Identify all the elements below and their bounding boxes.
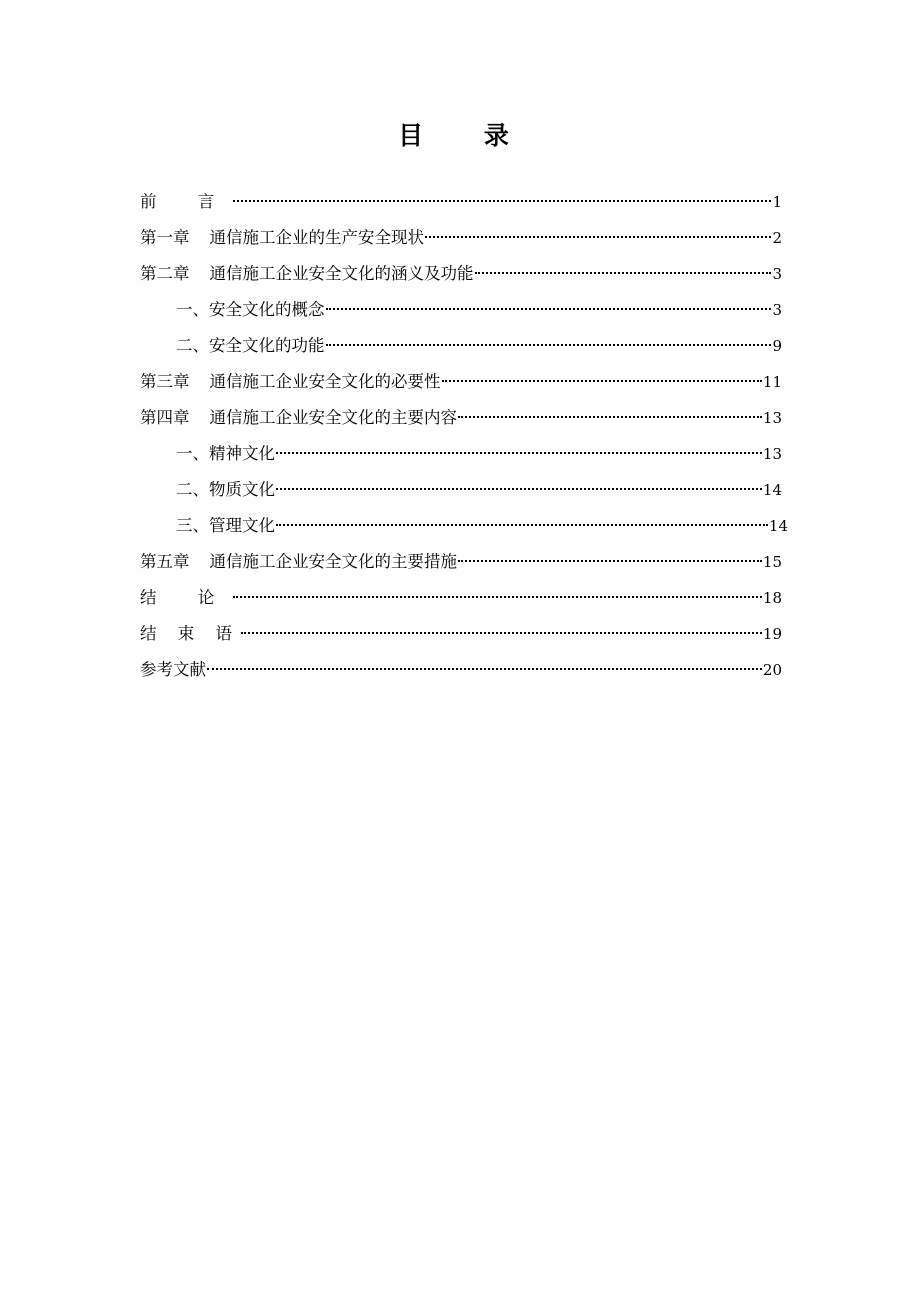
toc-entry-section-2-1[interactable] (140, 292, 782, 328)
toc-entry-chapter-2[interactable] (140, 256, 782, 292)
toc-entry-label (176, 328, 325, 364)
toc-leader-dots (207, 668, 762, 670)
toc-page-number: 3 (772, 265, 782, 283)
toc-leader-dots (326, 308, 772, 310)
toc-entry-chapter: 第一章 (140, 228, 190, 247)
toc-entry-label (176, 508, 275, 544)
toc-leader-dots (475, 272, 772, 274)
toc-entry-section-4-2[interactable] (140, 472, 782, 508)
toc-entry-chapter: 结 束 语 (140, 624, 240, 643)
toc-page-number: 11 (762, 373, 782, 391)
toc-leader-dots (276, 488, 762, 490)
toc-entry-text: 通信施工企业的生产安全现状 (209, 228, 424, 247)
table-of-contents (140, 184, 788, 688)
toc-leader-dots (276, 452, 762, 454)
toc-page-number: 13 (762, 409, 782, 427)
toc-entry-chapter-5[interactable] (140, 544, 782, 580)
toc-entry-label (176, 472, 275, 508)
toc-page-number: 18 (762, 589, 782, 607)
toc-leader-dots (276, 524, 768, 526)
toc-entry-chapter: 第四章 (140, 408, 190, 427)
toc-title: 目 录 (398, 121, 535, 150)
toc-entry-text: 三、管理文化 (176, 516, 275, 535)
toc-page-number: 3 (772, 301, 782, 319)
toc-entry-label (176, 292, 325, 328)
toc-page-number: 14 (762, 481, 782, 499)
toc-leader-dots (326, 344, 772, 346)
toc-entry-text: 一、精神文化 (176, 444, 275, 463)
toc-entry-preface[interactable] (140, 184, 782, 220)
toc-entry-chapter: 第三章 (140, 372, 190, 391)
toc-entry-text: 二、物质文化 (176, 480, 275, 499)
toc-page-number: 20 (762, 661, 782, 679)
toc-entry-label (140, 220, 424, 256)
toc-entry-section-4-1[interactable] (140, 436, 782, 472)
toc-entry-label (140, 580, 232, 616)
toc-entry-label (140, 544, 457, 580)
toc-entry-text: 二、安全文化的功能 (176, 336, 325, 355)
toc-entry-label (140, 184, 232, 220)
toc-entry-chapter: 结 论 (140, 588, 233, 607)
toc-entry-text: 通信施工企业安全文化的主要内容 (209, 408, 457, 427)
toc-leader-dots (233, 200, 771, 202)
toc-entry-label (140, 616, 240, 652)
toc-leader-dots (241, 632, 762, 634)
toc-entry-chapter: 第五章 (140, 552, 190, 571)
toc-leader-dots (458, 560, 762, 562)
toc-leader-dots (458, 416, 762, 418)
toc-entry-section-4-3[interactable] (140, 508, 788, 544)
toc-entry-text: 一、安全文化的概念 (176, 300, 325, 319)
toc-entry-conclusion[interactable] (140, 580, 782, 616)
toc-entry-label (140, 400, 457, 436)
toc-entry-text: 通信施工企业安全文化的涵义及功能 (209, 264, 474, 283)
toc-entry-chapter: 参考文献 (140, 660, 206, 679)
toc-entry-references[interactable] (140, 652, 782, 688)
toc-entry-chapter: 前 言 (140, 192, 233, 211)
toc-entry-label (176, 436, 275, 472)
toc-page-number: 9 (772, 337, 782, 355)
toc-entry-label (140, 652, 206, 688)
toc-leader-dots (425, 236, 771, 238)
toc-leader-dots (233, 596, 762, 598)
toc-page-number: 2 (772, 229, 782, 247)
toc-entry-text: 通信施工企业安全文化的主要措施 (209, 552, 457, 571)
toc-page-number: 14 (768, 517, 788, 535)
toc-page-number: 15 (762, 553, 782, 571)
toc-entry-chapter: 第二章 (140, 264, 190, 283)
toc-entry-label (140, 256, 474, 292)
toc-entry-chapter-1[interactable] (140, 220, 782, 256)
toc-entry-chapter-3[interactable] (140, 364, 782, 400)
toc-page-number: 13 (762, 445, 782, 463)
toc-entry-closing-remarks[interactable] (140, 616, 782, 652)
toc-page-number: 19 (762, 625, 782, 643)
toc-leader-dots (442, 380, 762, 382)
toc-entry-text: 通信施工企业安全文化的必要性 (209, 372, 441, 391)
toc-entry-label (140, 364, 441, 400)
toc-page-number: 1 (772, 193, 782, 211)
toc-entry-section-2-2[interactable] (140, 328, 782, 364)
toc-entry-chapter-4[interactable] (140, 400, 782, 436)
